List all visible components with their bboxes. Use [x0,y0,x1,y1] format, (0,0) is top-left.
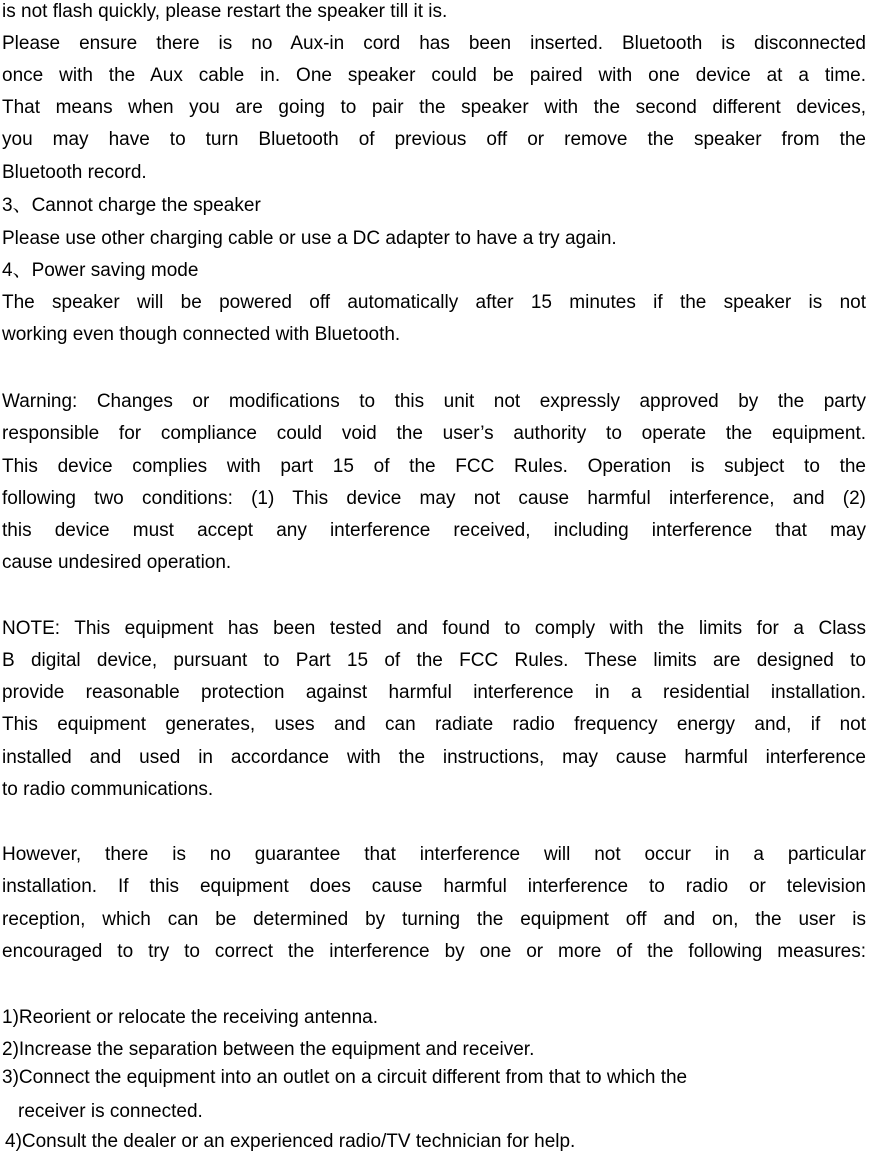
measure-2: 2)Increase the separation between the equipment and receiver. [2,1039,535,1060]
item4-heading: 4、Power saving mode [2,260,199,281]
warning-line: responsible for compliance could void the user’s authority to operate the equipment. [2,423,866,444]
measure-1: 1)Reorient or relocate the receiving antenna. [2,1007,379,1028]
however-line: encouraged to try to correct the interference by one or more of the following measures: [2,941,866,962]
warning-line: cause undesired operation. [2,552,232,573]
aux-paragraph-line: once with the Aux cable in. One speaker could be paired with one device at a time. [2,65,866,86]
note-line: to radio communications. [2,779,214,800]
aux-paragraph-line: Please ensure there is no Aux-in cord has been inserted. Bluetooth is disconnected [2,33,866,54]
note-line: installed and used in accordance with the instructions, may cause harmful interference [2,747,866,768]
item3-text: Please use other charging cable or use a DC adapter to have a try again. [2,228,617,249]
aux-paragraph-line: Bluetooth record. [2,162,147,183]
item4-text-line: working even though connected with Bluetooth. [2,324,401,345]
item3-heading: 3、Cannot charge the speaker [2,195,261,216]
aux-paragraph-line: you may have to turn Bluetooth of previous off or remove the speaker from the [2,129,866,150]
warning-line: following two conditions: (1) This device may not cause harmful interference, and (2) [2,488,866,509]
warning-line: This device complies with part 15 of the FCC Rules. Operation is subject to the [2,456,866,477]
measure-3: 3)Connect the equipment into an outlet on a circuit different from that to which the [2,1067,688,1088]
however-line: However, there is no guarantee that interference will not occur in a particular [2,844,866,865]
measure-4: 4)Consult the dealer or an experienced radio/TV technician for help. [5,1131,576,1152]
measure-3-continued: receiver is connected. [18,1101,203,1122]
intro-line: is not flash quickly, please restart the speaker till it is. [2,1,448,22]
however-line: installation. If this equipment does cause harmful interference to radio or television [2,876,866,897]
warning-line: Warning: Changes or modifications to this unit not expressly approved by the party [2,391,866,412]
note-line: provide reasonable protection against harmful interference in a residential installation. [2,682,866,703]
note-line: NOTE: This equipment has been tested and found to comply with the limits for a Class [2,618,866,639]
note-line: B digital device, pursuant to Part 15 of the FCC Rules. These limits are designed to [2,650,866,671]
note-line: This equipment generates, uses and can radiate radio frequency energy and, if not [2,714,866,735]
aux-paragraph-line: That means when you are going to pair the speaker with the second different devices, [2,97,866,118]
item4-text-line: The speaker will be powered off automatically after 15 minutes if the speaker is not [2,292,866,313]
warning-line: this device must accept any interference received, including interference that may [2,520,866,541]
however-line: reception, which can be determined by turning the equipment off and on, the user is [2,909,866,930]
